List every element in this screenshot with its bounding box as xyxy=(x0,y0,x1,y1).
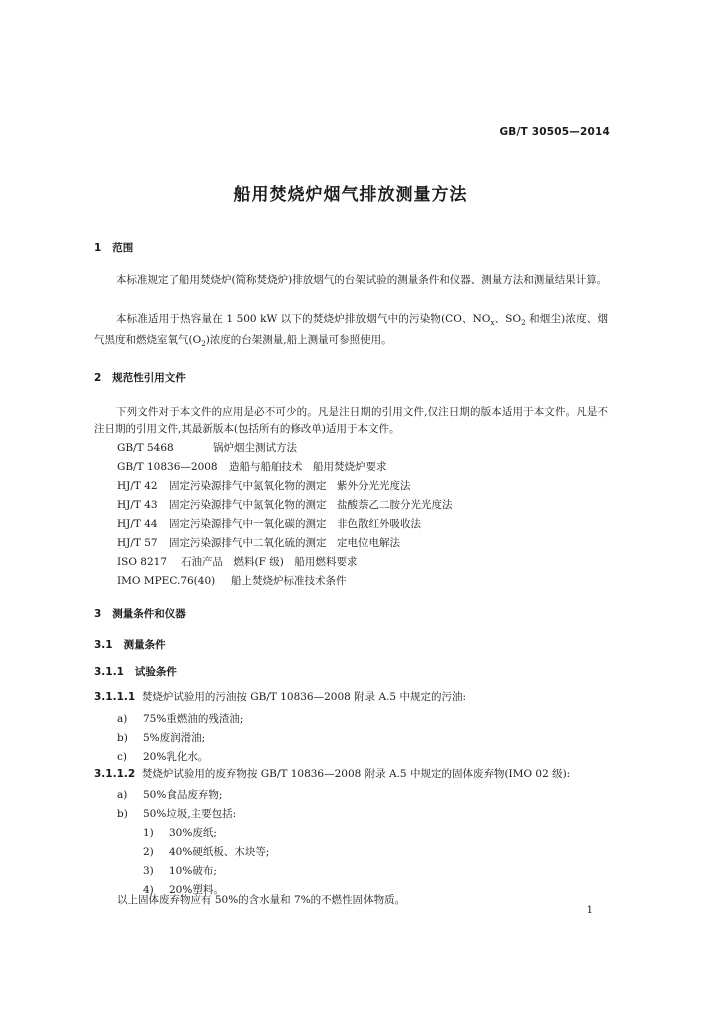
section-title: 范围 xyxy=(112,242,134,254)
section-number: 2 xyxy=(94,372,102,384)
reference-title: 石油产品 燃料(F 级) 船用燃料要求 xyxy=(181,556,358,568)
reference-title: 锅炉烟尘测试方法 xyxy=(213,442,297,454)
reference-item xyxy=(117,497,453,512)
list-text: 50%垃圾,主要包括: xyxy=(143,808,237,820)
reference-item xyxy=(117,440,297,455)
reference-item xyxy=(117,535,400,550)
reference-title: 造船与船舶技术 船用焚烧炉要求 xyxy=(229,461,387,473)
section-3-1-heading xyxy=(94,637,166,652)
list-item xyxy=(117,730,205,745)
clause-text: 焚烧炉试验用的废弃物按 GB/T 10836—2008 附录 A.5 中规定的固体废弃物(IMO 02 级): xyxy=(141,768,571,780)
list-item xyxy=(117,749,208,764)
reference-item xyxy=(117,554,357,569)
page-number: 1 xyxy=(586,905,593,916)
section-number: 3 xyxy=(94,608,102,620)
subscript: 2 xyxy=(521,319,526,328)
subscript: 2 xyxy=(201,340,206,349)
document-title: 船用焚烧炉烟气排放测量方法 xyxy=(233,185,468,205)
list-text: 50%食品废弃物; xyxy=(143,789,223,801)
clause-3-1-1-2 xyxy=(94,767,570,782)
section-title: 规范性引用文件 xyxy=(112,372,186,384)
section-3-heading xyxy=(94,606,186,621)
section-title: 测量条件 xyxy=(123,639,166,651)
section-2-heading xyxy=(94,370,186,385)
list-marker: c) xyxy=(117,751,127,763)
reference-item xyxy=(117,516,421,531)
list-marker: a) xyxy=(117,789,128,801)
section-title: 测量条件和仪器 xyxy=(112,608,186,620)
reference-title: 固定污染源排气中氮氧化物的测定 盐酸萘乙二胺分光光度法 xyxy=(169,499,453,511)
section-1-heading xyxy=(94,240,133,255)
references-paragraph: 下列文件对于本文件的应用是必不可少的。凡是注日期的引用文件,仅注日期的版本适用于本文件。凡是不注日期的引用文件,其最新版本(包括所有的修改单)适用于本文件。 xyxy=(94,406,608,435)
section-3-1-1-heading xyxy=(94,664,177,679)
list-text: 10%破布; xyxy=(169,865,217,877)
list-text: 5%废润滑油; xyxy=(143,732,206,744)
clause-number: 3.1.1.1 xyxy=(94,691,136,703)
list-text: 20%乳化水。 xyxy=(143,751,209,763)
scope-text: 和烟尘)浓度、烟气黑度和燃烧室氧气(O xyxy=(94,313,608,347)
section-number: 3.1.1 xyxy=(94,666,124,678)
list-item xyxy=(117,787,222,802)
closing-statement: 以上固体废弃物应有 50%的含水量和 7%的不燃性固体物质。 xyxy=(117,894,406,906)
reference-title: 固定污染源排气中氮氧化物的测定 紫外分光光度法 xyxy=(169,480,411,492)
list-marker: a) xyxy=(117,713,128,725)
scope-text: )浓度的台架测量,船上测量可参照使用。 xyxy=(205,334,392,347)
clause-number: 3.1.1.2 xyxy=(94,768,136,780)
list-marker: b) xyxy=(117,732,128,744)
section-number: 1 xyxy=(94,242,102,254)
list-text: 40%硬纸板、木块等; xyxy=(169,846,270,858)
sub-list-item xyxy=(143,863,217,878)
scope-paragraph-1: 本标准规定了船用焚烧炉(简称焚烧炉)排放烟气的台架试验的测量条件和仪器、测量方法和测量结果计算。 xyxy=(116,274,608,286)
reference-item xyxy=(117,573,347,588)
sub-list-item xyxy=(143,825,217,840)
scope-text: 本标准适用于热容量在 1 500 kW 以下的焚烧炉排放烟气中的污染物(CO、NO xyxy=(116,313,491,325)
reference-title: 固定污染源排气中二氧化硫的测定 定电位电解法 xyxy=(169,537,400,549)
reference-code: GB/T 10836—2008 xyxy=(117,461,218,473)
clause-3-1-1-1 xyxy=(94,690,466,705)
list-text: 30%废纸; xyxy=(169,827,217,839)
list-text: 75%重燃油的残渣油; xyxy=(143,713,244,725)
reference-code: HJ/T 44 xyxy=(117,518,158,530)
list-marker: 2) xyxy=(143,846,154,858)
list-marker: 1) xyxy=(143,827,154,839)
scope-text: 、SO xyxy=(494,313,522,325)
reference-code: IMO MPEC.76(40) xyxy=(117,575,216,587)
sub-list-item xyxy=(143,844,269,859)
reference-title: 船上焚烧炉标准技术条件 xyxy=(231,575,347,587)
reference-code: HJ/T 57 xyxy=(117,537,158,549)
standard-number: GB/T 30505—2014 xyxy=(499,126,610,138)
clause-text: 焚烧炉试验用的污油按 GB/T 10836—2008 附录 A.5 中规定的污油: xyxy=(141,691,466,703)
list-item xyxy=(117,711,243,726)
subscript: x xyxy=(490,319,495,328)
list-marker: 4) xyxy=(143,884,154,896)
list-marker: 3) xyxy=(143,865,154,877)
list-item xyxy=(117,806,236,821)
section-title: 试验条件 xyxy=(134,666,177,678)
list-text: 20%塑料。 xyxy=(169,884,224,896)
section-number: 3.1 xyxy=(94,639,113,651)
scope-paragraph-2 xyxy=(94,311,608,353)
reference-code: HJ/T 43 xyxy=(117,499,158,511)
list-marker: b) xyxy=(117,808,128,820)
reference-code: GB/T 5468 xyxy=(117,442,174,454)
reference-title: 固定污染源排气中一氧化碳的测定 非色散红外吸收法 xyxy=(169,518,421,530)
reference-item xyxy=(117,459,387,474)
reference-code: ISO 8217 xyxy=(117,556,168,568)
reference-code: HJ/T 42 xyxy=(117,480,158,492)
reference-item xyxy=(117,478,411,493)
